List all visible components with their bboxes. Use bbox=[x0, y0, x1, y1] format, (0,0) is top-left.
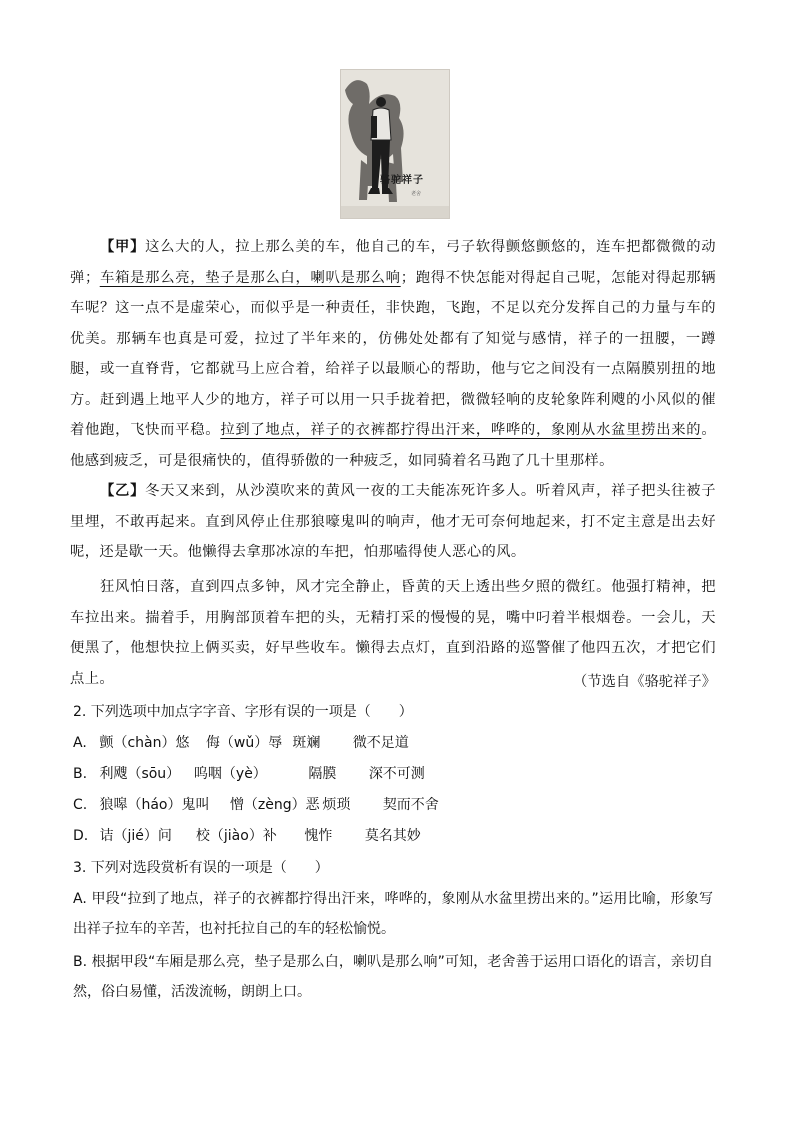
passage-jia-text-3: 。他感到疲乏，可是很痛快的，值得骄傲的一种疲乏，如同骑着名马跑了几十里那样。 bbox=[70, 422, 717, 469]
option-item: 憎（zèng）恶 bbox=[229, 797, 320, 813]
option-item: 莫名其妙 bbox=[364, 828, 421, 844]
option-letter: B. bbox=[73, 766, 88, 782]
question-3-option-b[interactable]: B. 根据甲段“车厢是那么亮，垫子是那么白，喇叭是那么响”可知，老舍善于运用口语化的语言，亲切自然，俗白易懂，活泼流畅，朗朗上口。 bbox=[73, 954, 713, 1000]
question-3-option-a[interactable]: A. 甲段“拉到了地点，祥子的衣裤都拧得出汗来，哗哗的，象刚从水盆里捞出来的。”运用比喻，形象写出祥子拉车的辛苦，也衬托拉自己的车的轻松愉悦。 bbox=[73, 891, 713, 937]
underlined-sentence-1: 车箱是那么亮，垫子是那么白，喇叭是那么响 bbox=[99, 269, 401, 286]
option-item: 诘（jié）问 bbox=[99, 828, 172, 844]
option-item: 微不足道 bbox=[352, 735, 409, 751]
option-item: 斑斓 bbox=[292, 735, 321, 751]
passage-source: （节选自《骆驼祥子》 bbox=[573, 674, 716, 690]
question-2-option-b[interactable] bbox=[73, 759, 425, 789]
question-2-option-c[interactable] bbox=[73, 790, 439, 820]
option-letter: A. bbox=[73, 735, 87, 751]
passage-tag-yi: 【乙】 bbox=[100, 483, 146, 499]
question-3-stem: 3. 下列对选段赏析有误的一项是（ ） bbox=[73, 860, 329, 876]
option-letter: D. bbox=[73, 828, 89, 844]
option-item: 侮（wǔ）辱 bbox=[205, 735, 283, 751]
option-letter: C. bbox=[73, 797, 88, 813]
cover-illustration bbox=[341, 70, 449, 218]
option-item: 校（jiào）补 bbox=[195, 828, 277, 844]
underlined-sentence-2: 拉到了地点，祥子的衣裤都拧得出汗来，哗哗的，象刚从水盆里捞出来的 bbox=[220, 422, 702, 438]
option-item: 利飕（sōu） bbox=[99, 766, 181, 782]
cover-title: 骆驼祥子 bbox=[380, 175, 424, 186]
passage-jia-text-2: ；跑得不快怎能对得起自己呢，怎能对得起那辆车呢？这一点不是虚荣心，而似乎是一种责任，非快跑，飞跑，不足以充分发挥自己的力量与车的优美。那辆车也真是可爱，拉过了半年来的，仿佛处处都有了知觉与感情，祥子的一扭腰，一蹲腿，或一直脊背，它都就马上应合着，给祥子以最顺心的帮助，他与它之间没有一点隔膜别扭的地方。赶到遇上地平人少的地方，祥子可以用一只手拢着把，微微轻响的皮轮象阵利飕的小风似的催着他跑，飞快而平稳。 bbox=[70, 269, 716, 438]
passage-tag-jia: 【甲】 bbox=[100, 239, 146, 255]
option-item: 呜咽（yè） bbox=[193, 766, 267, 782]
option-item: 狼嗥（háo）鬼叫 bbox=[99, 797, 210, 813]
option-item: 烦琐 bbox=[322, 797, 351, 813]
option-item: 颤（chàn）悠 bbox=[99, 735, 190, 751]
book-cover-image bbox=[341, 70, 449, 218]
passage-jia-text-1: 这么大的人，拉上那么美的车，他自己的车，弓子软得颤悠颤悠的，连车把都微微的动弹； bbox=[70, 239, 717, 286]
passage-yi-text-1: 冬天又来到，从沙漠吹来的黄风一夜的工夫能冻死许多人。听着风声，祥子把头往被子里埋，不敢再起来。直到风停止住那狼嚎鬼叫的响声，他才无可奈何地起来，打不定主意是出去好呢，还是歇一天。他懒得去拿那冰凉的车把，怕那嗑得使人恶心的风。 bbox=[70, 483, 717, 560]
option-item: 契而不舍 bbox=[382, 797, 439, 813]
passage-yi-paragraph-2: 狂风怕日落，直到四点多钟，风才完全静止，昏黄的天上透出些夕照的微红。他强打精神，把车拉出来。揣着手，用胸部顶着车把的头，无精打采的慢慢的晃，嘴中叼着半根烟卷。一会儿，天便黑了，他想快拉上俩买卖，好早些收车。懒得去点灯，直到沿路的巡警催了他四五次，才把它们点上。 bbox=[70, 579, 716, 687]
question-2-option-d[interactable] bbox=[73, 821, 421, 851]
option-item: 隔膜 bbox=[308, 766, 337, 782]
option-item: 深不可测 bbox=[368, 766, 425, 782]
passage-yi bbox=[70, 476, 716, 568]
question-2-stem: 2. 下列选项中加点字字音、字形有误的一项是（ ） bbox=[73, 704, 413, 720]
cover-author: 老舍 bbox=[411, 191, 422, 197]
passage-jia bbox=[70, 232, 716, 476]
option-item: 愧怍 bbox=[304, 828, 333, 844]
question-2-option-a[interactable] bbox=[73, 728, 409, 758]
